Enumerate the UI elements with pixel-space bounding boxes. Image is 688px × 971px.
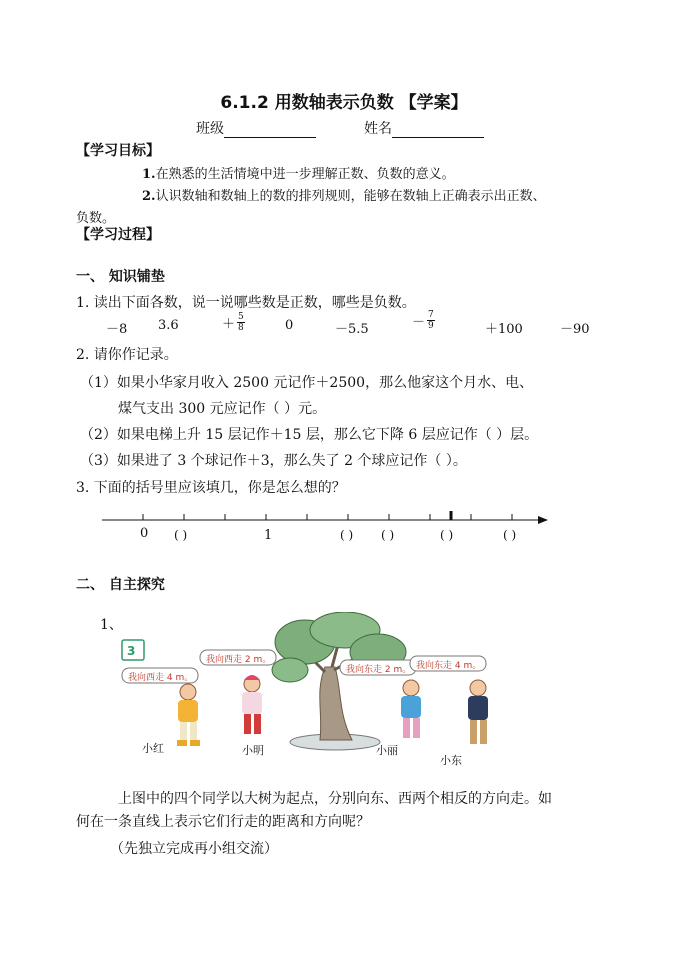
objective-2: 2.认识数轴和数轴上的数的排列规则，能够在数轴上正确表示出正数、 (142, 189, 546, 204)
name-label: 姓名 (364, 121, 392, 137)
axis-blank-1[interactable]: ( ) (174, 528, 188, 542)
class-blank[interactable] (224, 123, 316, 138)
number-1: －8 (106, 322, 128, 337)
number-5: －5.5 (335, 322, 369, 337)
section1-heading: 一、 知识铺垫 (76, 269, 165, 285)
question-2-3: （3）如果进了 3 个球记作＋3，那么失了 2 个球应记作（ ）。 (80, 453, 467, 469)
class-field (196, 118, 316, 138)
objectives-heading: 【学习目标】 (76, 143, 160, 159)
name-xiaoli: 小丽 (376, 744, 398, 757)
axis-blank-4[interactable]: ( ) (440, 528, 454, 542)
name-xiaohong: 小红 (142, 742, 164, 755)
axis-blank-3[interactable]: ( ) (381, 528, 395, 542)
number-line (96, 508, 556, 528)
question-2-1a: （1）如果小华家月收入 2500 元记作＋2500，那么他家这个月水、电、 (80, 375, 534, 391)
question-2: 2. 请你作记录。 (76, 347, 178, 363)
axis-blank-2[interactable]: ( ) (340, 528, 354, 542)
name-xiaoming: 小明 (242, 744, 264, 757)
question-1: 1. 读出下面各数，说一说哪些数是正数，哪些是负数。 (76, 295, 416, 311)
axis-arrow (538, 516, 548, 524)
name-blank[interactable] (392, 123, 484, 138)
page-title: 6.1.2 用数轴表示负数 【学案】 (220, 93, 468, 113)
question-2-2: （2）如果电梯上升 15 层记作＋15 层，那么它下降 6 层应记作（ ）层。 (80, 427, 539, 443)
axis-label-0: 0 (140, 526, 149, 541)
class-label: 班级 (196, 121, 224, 137)
bubble-li-text: 我向东走 2 m。 (346, 665, 412, 675)
paragraph-line-1: 上图中的四个同学以大树为起点，分别向东、西两个相反的方向走。如 (118, 791, 552, 807)
number-7: ＋100 (485, 322, 523, 337)
number-3: ＋ $\frac{5}{8}$ (222, 312, 244, 333)
process-heading: 【学习过程】 (76, 227, 160, 243)
number-6: － $\frac{7}{9}$ (412, 310, 434, 331)
kid-xiaoming (242, 675, 262, 734)
question-2-1b: 煤气支出 300 元应记作（ ）元。 (118, 401, 327, 417)
number-8: －90 (560, 322, 590, 337)
number-4: 0 (285, 318, 294, 333)
name-field (364, 118, 484, 138)
axis-label-1: 1 (264, 528, 273, 543)
section2-heading: 二、 自主探究 (76, 577, 165, 593)
tree-illustration (272, 612, 406, 750)
question-3: 3. 下面的括号里应该填几，你是怎么想的？ (76, 480, 346, 496)
bubble-hong-text: 我向西走 4 m。 (128, 673, 194, 683)
fraction-7-9: $\frac{7}{9}$ (428, 310, 434, 331)
number-2: 3.6 (158, 318, 179, 333)
objective-2-cont: 负数。 (76, 211, 116, 226)
illustration-drawing (120, 612, 520, 772)
axis-blank-5[interactable]: ( ) (503, 528, 517, 542)
illustration (120, 612, 520, 772)
kid-xiaoli (401, 680, 421, 738)
bubble-dong-text: 我向东走 4 m。 (416, 661, 482, 671)
paragraph-line-2: 何在一条直线上表示它们行走的距离和方向呢？ (76, 814, 370, 830)
paragraph-note: （先独立完成再小组交流） (110, 841, 278, 857)
name-xiaodong: 小东 (440, 754, 462, 767)
fraction-5-8: $\frac{5}{8}$ (238, 312, 244, 333)
kid-xiaohong (177, 684, 200, 746)
badge-number: 3 (127, 644, 136, 658)
kid-xiaodong (468, 680, 488, 744)
section2-item-number: 1、 (100, 617, 123, 633)
bubble-ming-text: 我向西走 2 m。 (206, 655, 272, 665)
objective-1: 1.在熟悉的生活情境中进一步理解正数、负数的意义。 (142, 167, 455, 182)
